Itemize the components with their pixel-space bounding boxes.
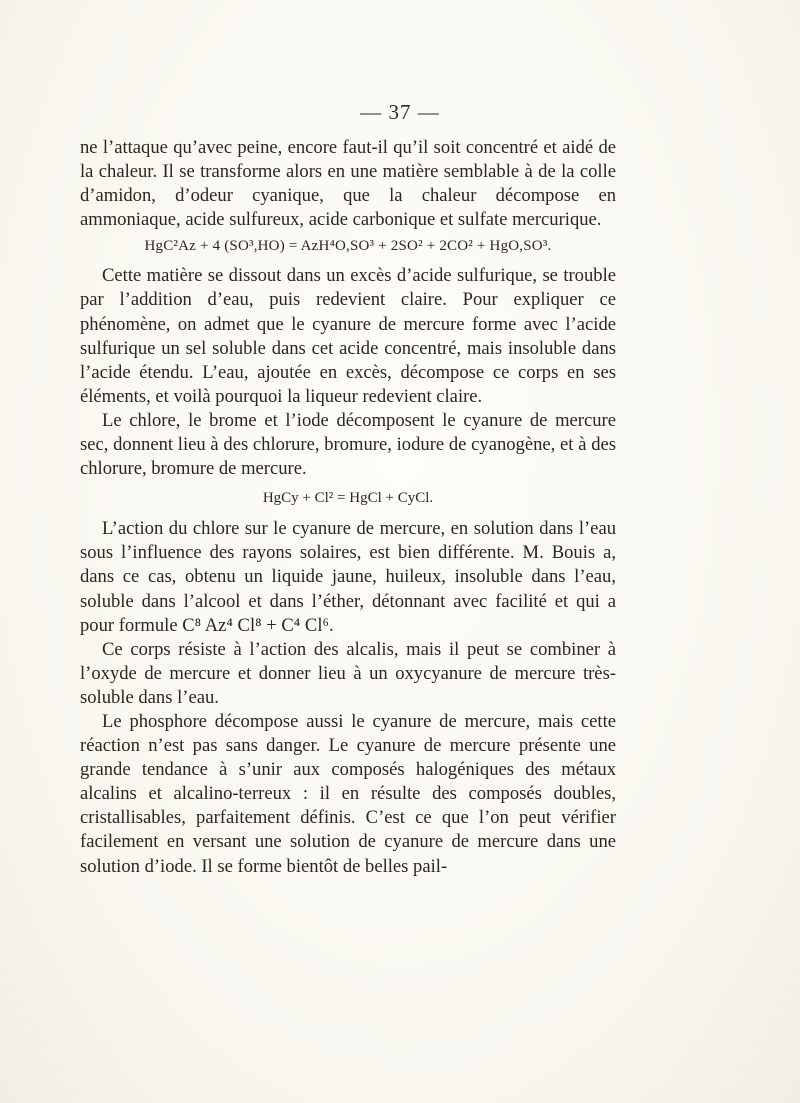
paragraph: Ce corps résiste à l’action des alcalis, mais il peut se combiner à l’oxyde de mercure et donner lieu à un oxycyanure de mercure très-soluble dans l’eau. bbox=[80, 638, 616, 708]
paragraph: ne l’attaque qu’avec peine, encore faut-il qu’il soit concentré et aidé de la chaleur. Il se transforme alors en une matière semblable à de la colle d’amidon, d’odeur cyanique, que la chaleur décompose en ammoniaque, acide sulfureux, acide carbonique et sulfate mercurique. bbox=[80, 137, 616, 231]
paragraph: Le chlore, le brome et l’iode décomposent le cyanure de mercure sec, donnent lieu à des chlorure, bromure, iodure de cyanogène, et à des chlorure, bromure de mercure. bbox=[80, 409, 616, 480]
page-number: — 37 — bbox=[360, 100, 440, 124]
paragraph: Cette matière se dissout dans un excès d’acide sulfurique, se trouble par l’addition d’eau, puis redevient claire. Pour expliquer ce phénomène, on admet que le cyanure de mercure forme avec l’acide sulfurique un sel soluble dans cet acide concentré, mais insoluble dans l’acide étendu. L’eau, ajoutée en excès, décompose ce corps en ses éléments, et voilà pourquoi la liqueur redevient claire. bbox=[80, 265, 616, 407]
body-text bbox=[80, 136, 616, 879]
chemical-equation: HgC²Az + 4 (SO³,HO) = AzH⁴O,SO³ + 2SO² + 2CO² + HgO,SO³. bbox=[144, 238, 552, 255]
chemical-equation: HgCy + Cl² = HgCl + CyCl. bbox=[262, 490, 434, 507]
paragraph: Le phosphore décompose aussi le cyanure de mercure, mais cette réaction n’est pas sans danger. Le cyanure de mercure présente une grande tendance à s’unir aux composés halogéniques des métaux alcalins et alcalino-terreux : il en résulte des composés doubles, cristallisables, parfaitement définis. C’est ce que l’on peut vérifier facilement en versant une solution de cyanure de mercure dans une solution d’iode. Il se forme bientôt de belles pail- bbox=[80, 710, 616, 877]
paragraph: L’action du chlore sur le cyanure de mercure, en solution dans l’eau sous l’influence des rayons solaires, est bien différente. M. Bouis a, dans ce cas, obtenu un liquide jaune, huileux, insoluble dans l’eau, soluble dans l’alcool et dans l’éther, détonnant avec facilité et qui a pour formule C⁸ Az⁴ Cl⁸ + C⁴ Cl⁶. bbox=[80, 518, 616, 636]
